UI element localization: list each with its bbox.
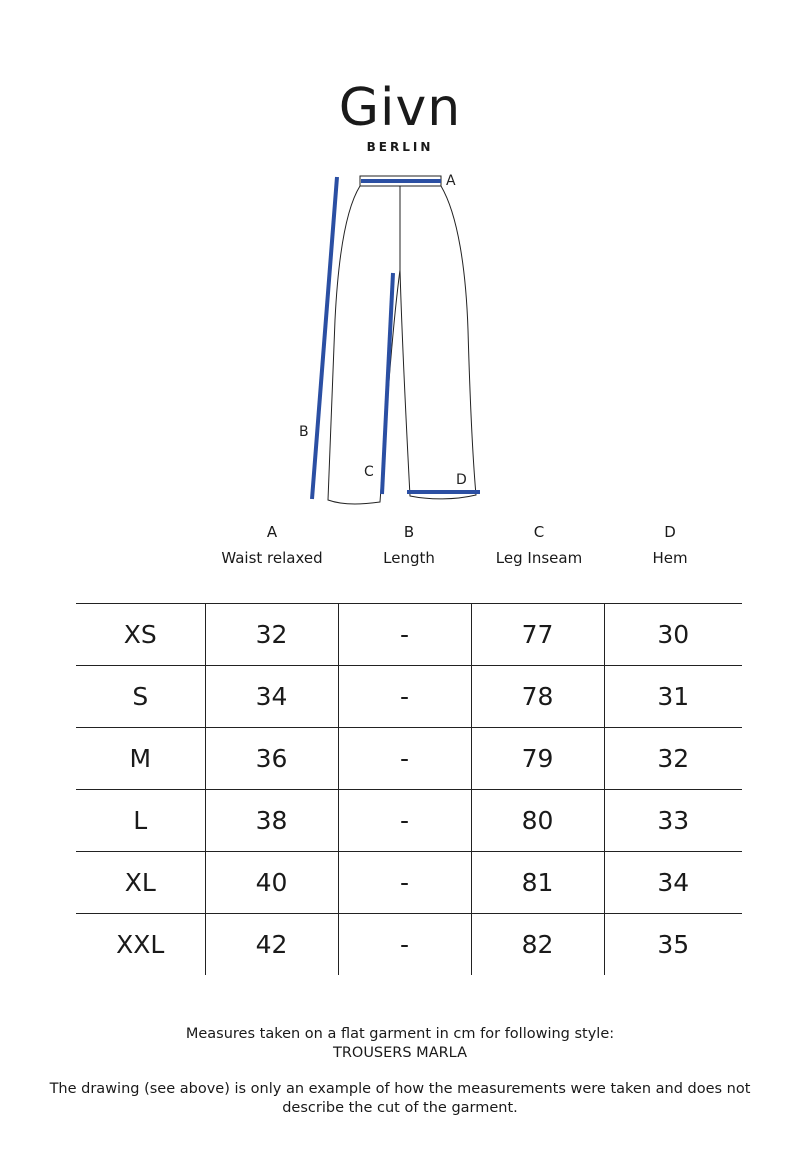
measure-cell: 32 <box>604 728 742 790</box>
marker-c-inseam <box>382 273 393 494</box>
table-row <box>76 666 742 728</box>
measure-cell: - <box>338 852 471 914</box>
column-key: A <box>266 523 278 541</box>
measure-cell: 31 <box>604 666 742 728</box>
size-cell: XXL <box>116 930 165 959</box>
column-key: C <box>533 523 545 541</box>
measure-cell: 36 <box>205 728 338 790</box>
column-label: Waist relaxed <box>221 549 323 567</box>
measure-cell: 30 <box>604 604 742 666</box>
size-cell: M <box>76 728 205 790</box>
brand-city: BERLIN <box>366 140 434 154</box>
measure-cell: 34 <box>205 666 338 728</box>
measure-cell: - <box>338 914 471 976</box>
column-key: D <box>664 523 676 541</box>
measure-cell: 77 <box>471 604 604 666</box>
measure-cell: 42 <box>205 914 338 976</box>
measure-cell: - <box>338 728 471 790</box>
trousers-outline <box>328 176 476 504</box>
measure-cell: 40 <box>205 852 338 914</box>
measure-cell: - <box>338 604 471 666</box>
measure-cell: 78 <box>471 666 604 728</box>
table-row <box>76 728 742 790</box>
size-cell: XS <box>76 604 205 666</box>
column-header-c <box>474 522 604 568</box>
measure-note-line: Measures taken on a flat garment in cm for following style: <box>185 1026 615 1042</box>
column-label: Hem <box>652 549 688 567</box>
diagram-label-a: A <box>446 173 456 189</box>
column-header-a <box>207 522 337 568</box>
column-header-b <box>344 522 474 568</box>
measure-cell: 35 <box>604 914 742 976</box>
size-table-body <box>76 604 742 976</box>
disclaimer-note: The drawing (see above) is only an example of how the measurements were taken and does not describe the cut of the garment. <box>49 1081 751 1116</box>
measure-cell: - <box>338 790 471 852</box>
table-row <box>76 790 742 852</box>
measure-cell: 34 <box>604 852 742 914</box>
measure-cell: 82 <box>471 914 604 976</box>
style-name: TROUSERS MARLA <box>332 1045 468 1061</box>
measure-cell: - <box>338 666 471 728</box>
column-label: Length <box>383 549 435 567</box>
measure-cell: 79 <box>471 728 604 790</box>
size-cell: L <box>76 790 205 852</box>
measure-cell: 33 <box>604 790 742 852</box>
column-key: B <box>403 523 415 541</box>
diagram-label-d: D <box>456 472 467 488</box>
size-cell: XL <box>76 852 205 914</box>
marker-b-length <box>312 177 337 499</box>
column-header-d <box>605 522 735 568</box>
measure-cell: 81 <box>471 852 604 914</box>
measure-cell: 32 <box>205 604 338 666</box>
diagram-label-b: B <box>299 424 309 440</box>
brand-name: Givn <box>338 78 462 138</box>
table-row <box>76 852 742 914</box>
column-label: Leg Inseam <box>495 549 583 567</box>
diagram-label-c: C <box>364 464 374 480</box>
table-row <box>76 914 742 976</box>
trousers-diagram <box>0 0 800 520</box>
measure-cell: 80 <box>471 790 604 852</box>
measure-cell: 38 <box>205 790 338 852</box>
size-table <box>76 603 742 975</box>
size-cell: S <box>76 666 205 728</box>
table-row <box>76 604 742 666</box>
measure-note <box>20 1025 780 1063</box>
